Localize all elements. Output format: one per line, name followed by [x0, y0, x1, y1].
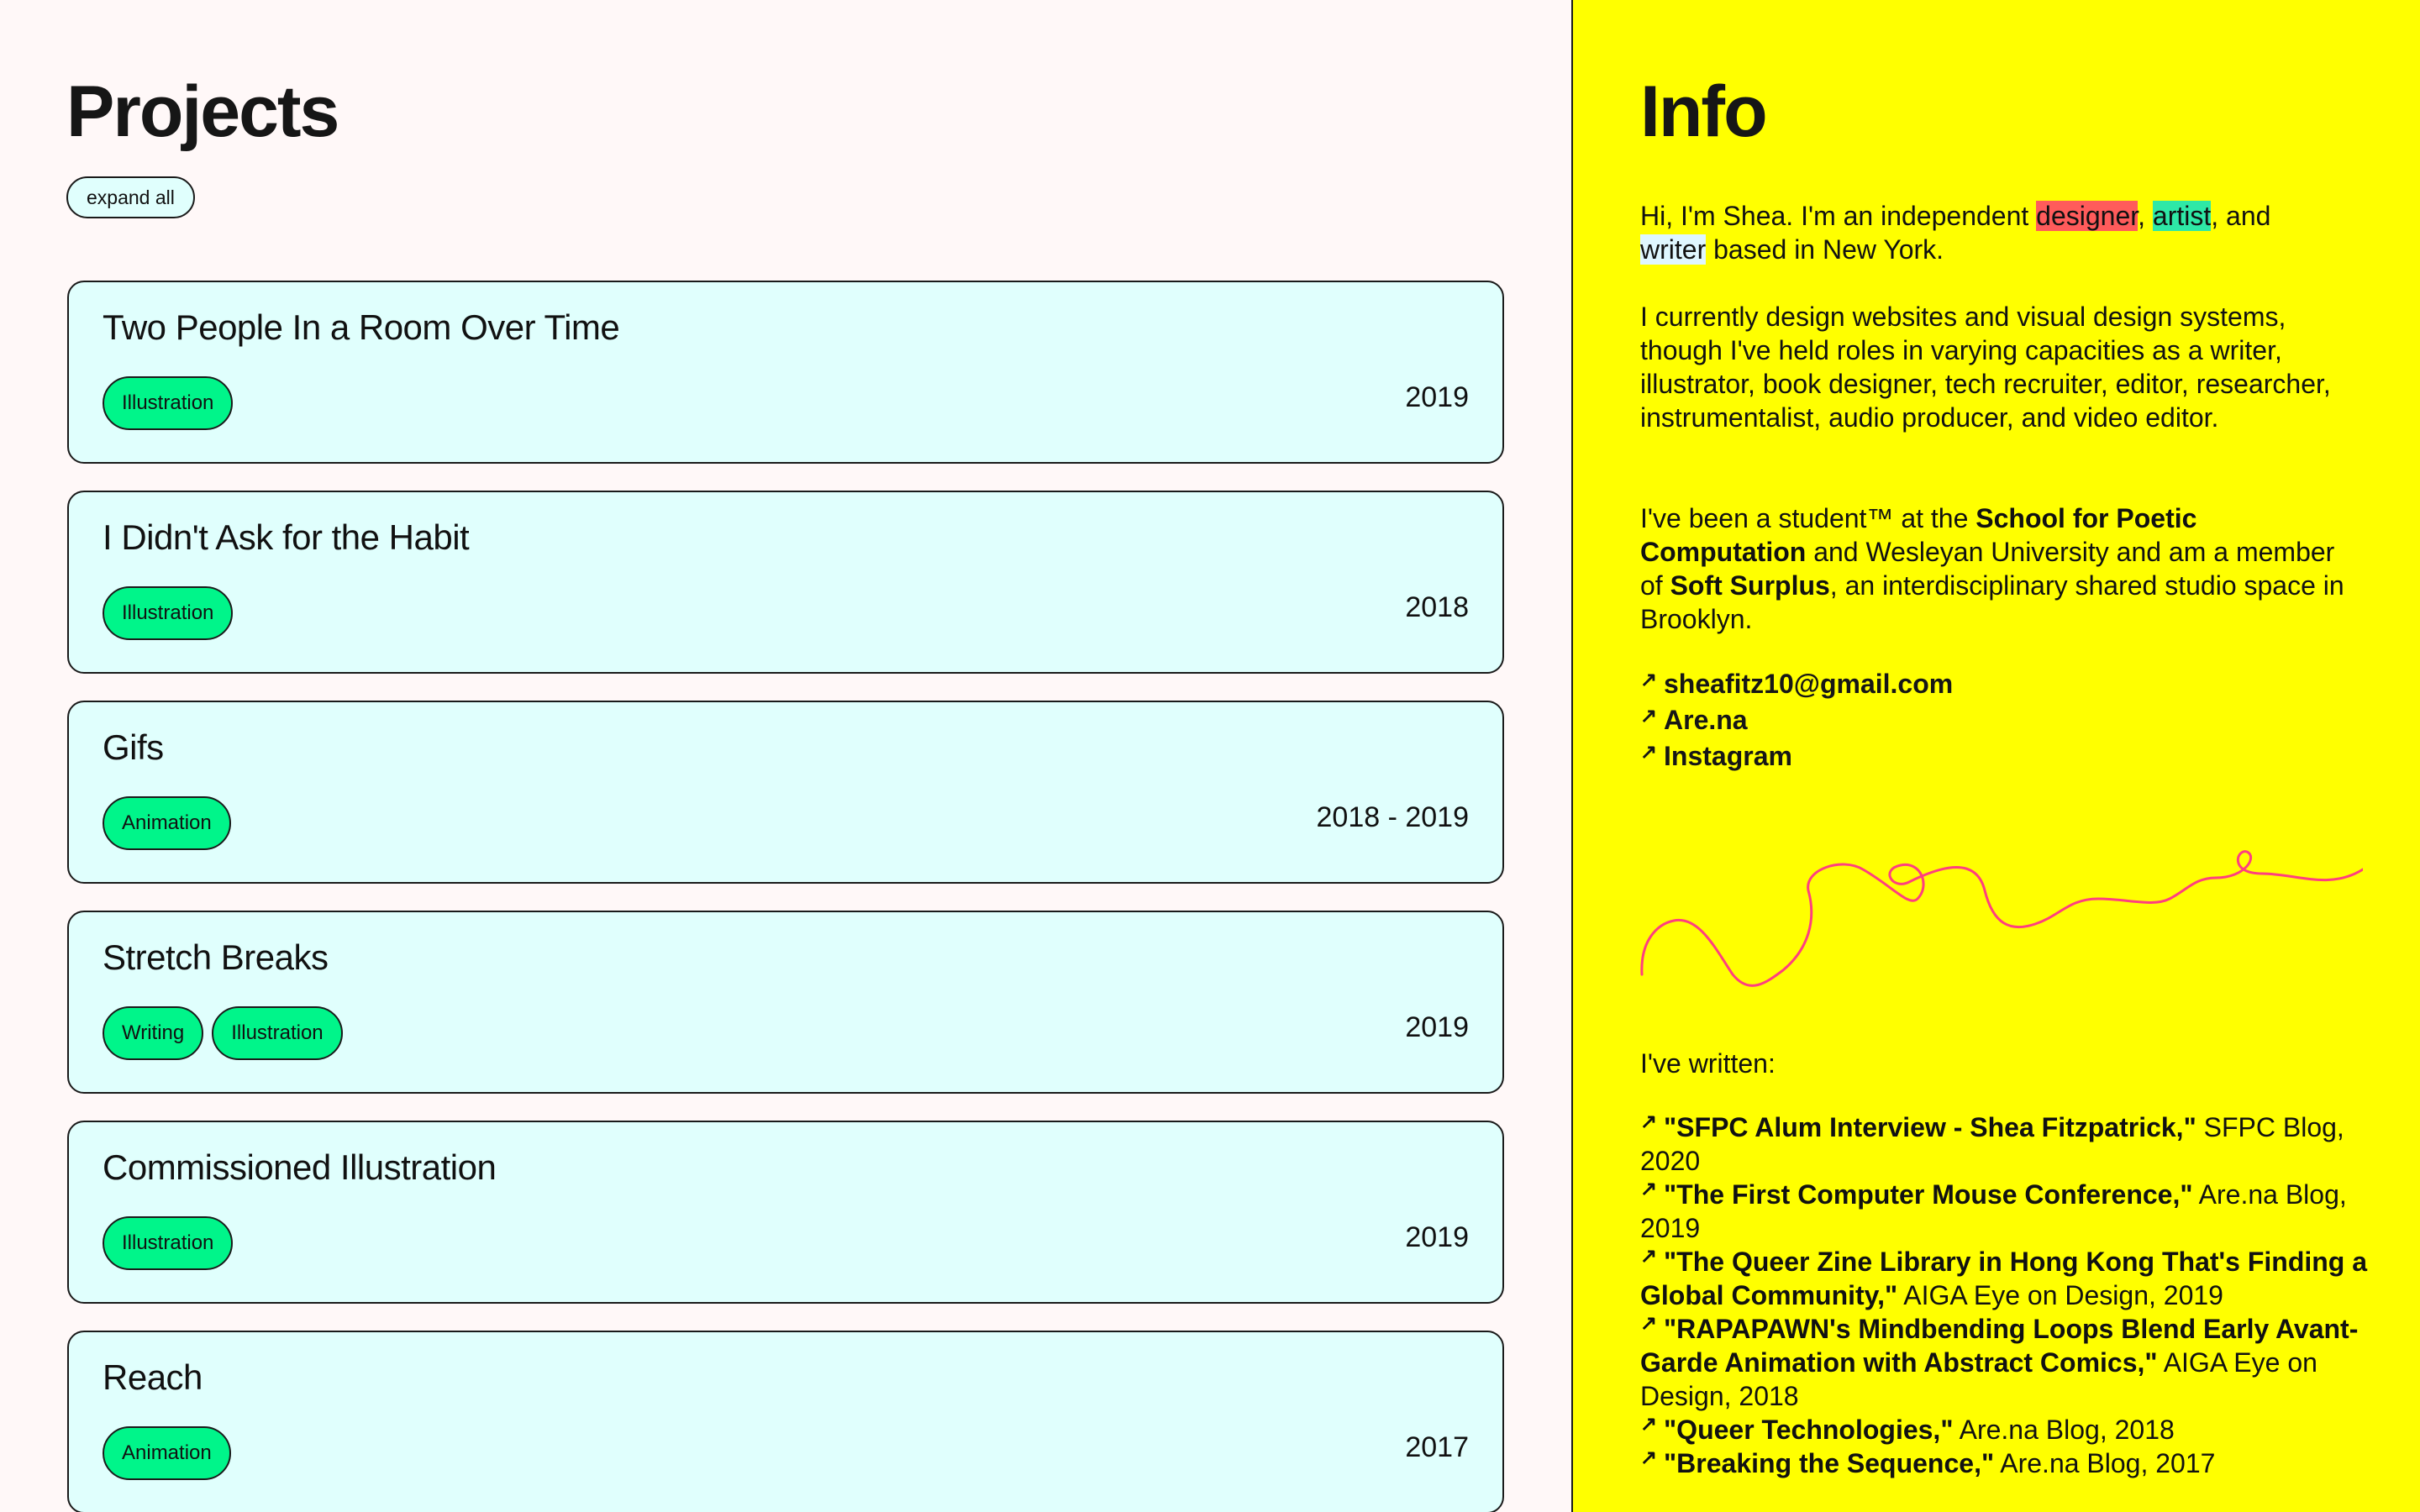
intro-paragraph	[1640, 199, 2363, 266]
intro-text: Hi, I'm Shea. I'm an independent	[1640, 201, 2037, 231]
tag-list	[103, 1426, 231, 1480]
project-title[interactable]: Commissioned Illustration	[103, 1147, 497, 1187]
contact-links	[1640, 669, 1953, 777]
instagram-link[interactable]	[1640, 741, 1953, 777]
squiggle-line	[1642, 852, 2363, 986]
student-text: I've been a student™ at the	[1640, 503, 1976, 533]
arrow-up-right-icon: ↗	[1640, 1413, 1658, 1436]
publication-source: SFPC Blog, 2020	[1640, 1112, 2344, 1176]
project-card[interactable]	[67, 1121, 1504, 1304]
publication-item[interactable]	[1640, 1178, 2371, 1245]
arrow-up-right-icon: ↗	[1640, 705, 1658, 727]
publication-source: AIGA Eye on Design, 2019	[1897, 1280, 2223, 1310]
project-title[interactable]: Stretch Breaks	[103, 937, 329, 977]
publication-title[interactable]: "The First Computer Mouse Conference,"	[1664, 1179, 2193, 1210]
info-panel	[1571, 0, 2420, 1512]
project-title[interactable]: Gifs	[103, 727, 164, 767]
writer-highlight: writer	[1640, 234, 1707, 265]
projects-title: Projects	[66, 71, 339, 152]
arena-link[interactable]	[1640, 705, 1953, 741]
soft-surplus-link[interactable]: Soft Surplus	[1670, 570, 1830, 601]
tag[interactable]: Illustration	[103, 586, 233, 640]
bio-paragraph: I currently design websites and visual design systems, though I've held roles in varying capacities as a writer, illustrator, book designer, tech recruiter, editor, researcher, instrumentalist, audio producer, and video editor.	[1640, 302, 2331, 433]
publication-item[interactable]	[1640, 1446, 2371, 1480]
intro-and: , and	[2211, 201, 2271, 231]
tag-list	[103, 796, 231, 850]
publication-item[interactable]	[1640, 1245, 2371, 1312]
publication-title[interactable]: "RAPAPAWN's Mindbending Loops Blend Early Avant-Garde Animation with Abstract Comics,"	[1640, 1314, 2359, 1378]
project-card[interactable]	[67, 701, 1504, 884]
tag[interactable]: Animation	[103, 1426, 231, 1480]
publication-source: Are.na Blog, 2017	[1994, 1448, 2216, 1478]
publication-item[interactable]	[1640, 1110, 2371, 1178]
project-year: 2019	[1405, 381, 1469, 413]
squiggle-drawing	[1640, 840, 2363, 1008]
project-year: 2017	[1405, 1431, 1469, 1463]
arrow-up-right-icon: ↗	[1640, 1312, 1658, 1335]
arrow-up-right-icon: ↗	[1640, 669, 1658, 691]
link-label[interactable]: sheafitz10@gmail.com	[1664, 669, 1954, 699]
tag-list	[103, 586, 233, 640]
intro-location: based in New York.	[1706, 234, 1944, 265]
project-year: 2019	[1405, 1011, 1469, 1043]
publication-title[interactable]: "SFPC Alum Interview - Shea Fitzpatrick,"	[1664, 1112, 2196, 1142]
intro-comma: ,	[2138, 201, 2153, 231]
tag-list	[103, 376, 233, 430]
tag[interactable]: Animation	[103, 796, 231, 850]
tag[interactable]: Illustration	[103, 376, 233, 430]
email-link[interactable]	[1640, 669, 1953, 705]
publication-item[interactable]	[1640, 1312, 2371, 1413]
project-card[interactable]	[67, 491, 1504, 674]
arrow-up-right-icon: ↗	[1640, 1446, 1658, 1469]
tag[interactable]: Illustration	[103, 1216, 233, 1270]
project-card[interactable]	[67, 911, 1504, 1094]
publication-item[interactable]	[1640, 1413, 2371, 1446]
tag[interactable]: Illustration	[212, 1006, 342, 1060]
link-label[interactable]: Instagram	[1664, 741, 1792, 771]
info-title: Info	[1640, 71, 1766, 152]
expand-all-button[interactable]: expand all	[66, 176, 195, 218]
publication-source: Are.na Blog, 2018	[1953, 1415, 2175, 1445]
artist-highlight: artist	[2152, 201, 2212, 231]
project-title[interactable]: Reach	[103, 1357, 203, 1397]
project-year: 2018	[1405, 591, 1469, 623]
project-year: 2019	[1405, 1221, 1469, 1253]
publication-list	[1640, 1110, 2371, 1480]
publication-source: AIGA Eye on Design, 2018	[1640, 1347, 2317, 1411]
project-title[interactable]: Two People In a Room Over Time	[103, 307, 620, 347]
arrow-up-right-icon: ↗	[1640, 741, 1658, 764]
designer-highlight: designer	[2036, 201, 2139, 231]
publication-title[interactable]: "Breaking the Sequence,"	[1664, 1448, 1995, 1478]
arrow-up-right-icon: ↗	[1640, 1245, 1658, 1268]
project-year: 2018 - 2019	[1316, 801, 1469, 833]
arrow-up-right-icon: ↗	[1640, 1110, 1658, 1133]
student-paragraph	[1640, 501, 2363, 636]
tag-list	[103, 1216, 233, 1270]
sfpc-link[interactable]: School for Poetic Computation	[1640, 503, 2197, 567]
student-text-3: , an interdisciplinary shared studio space in Brooklyn.	[1640, 570, 2344, 634]
project-title[interactable]: I Didn't Ask for the Habit	[103, 517, 470, 557]
project-card[interactable]	[67, 1331, 1504, 1512]
tag[interactable]: Writing	[103, 1006, 203, 1060]
publication-title[interactable]: "Queer Technologies,"	[1664, 1415, 1954, 1445]
written-label: I've written:	[1640, 1048, 1776, 1079]
student-text-2: and Wesleyan University and am a member of	[1640, 537, 2335, 601]
link-label[interactable]: Are.na	[1664, 705, 1748, 735]
project-card[interactable]	[67, 281, 1504, 464]
publication-title[interactable]: "The Queer Zine Library in Hong Kong That's Finding a Global Community,"	[1640, 1247, 2368, 1310]
arrow-up-right-icon: ↗	[1640, 1178, 1658, 1200]
tag-list	[103, 1006, 343, 1060]
publication-source: Are.na Blog, 2019	[1640, 1179, 2347, 1243]
